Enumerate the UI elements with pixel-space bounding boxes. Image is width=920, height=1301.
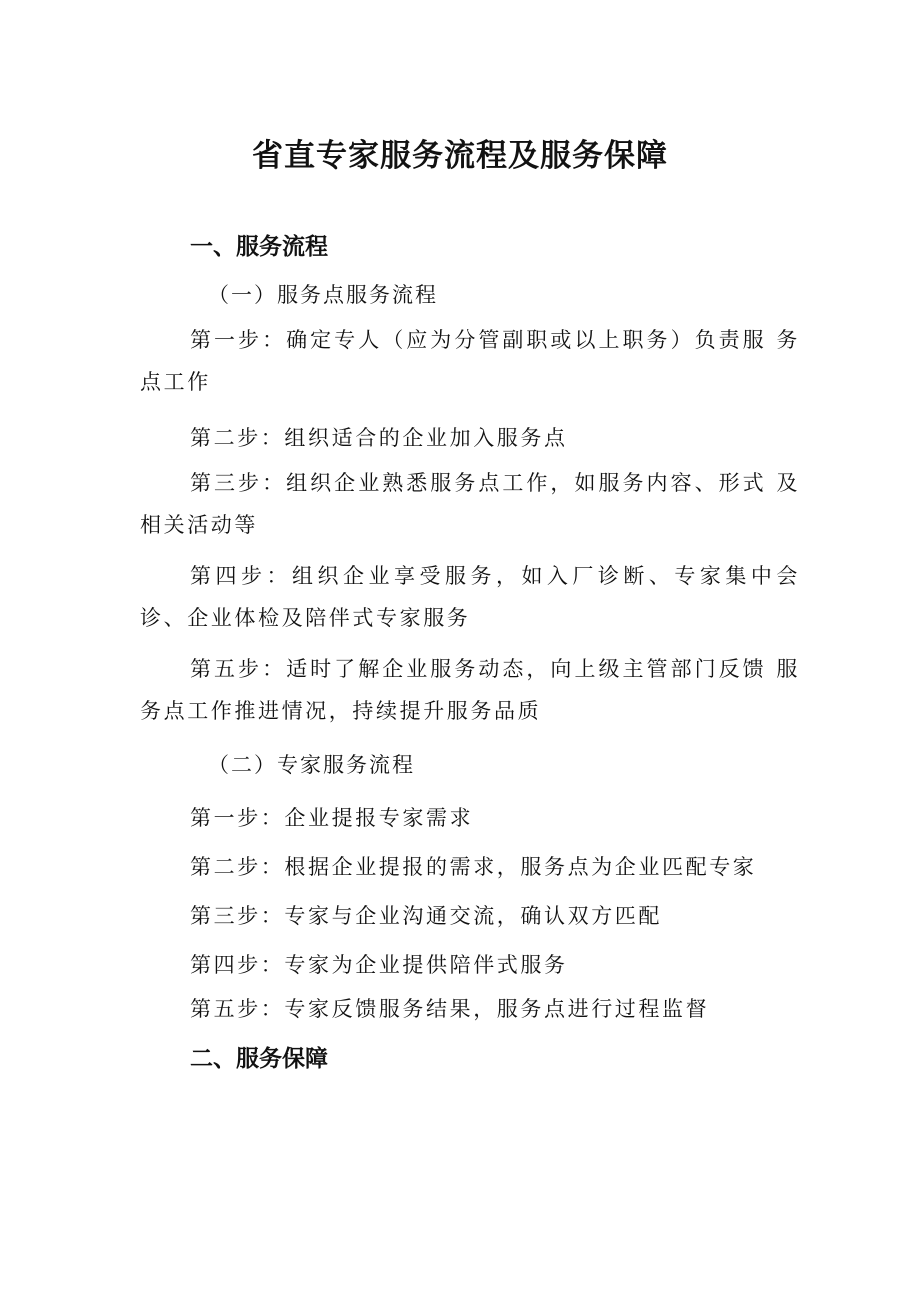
service-point-step-2: 第二步：组织适合的企业加入服务点 <box>190 426 568 450</box>
service-point-step-5: 第五步：适时了解企业服务动态，向上级主管部门反馈 服务点工作推进情况，持续提升服务品质 <box>140 657 800 723</box>
expert-step-5: 第五步：专家反馈服务结果，服务点进行过程监督 <box>190 997 710 1021</box>
service-point-step-1: 第一步：确定专人（应为分管副职或以上职务）负责服 务点工作 <box>140 328 800 394</box>
document-title: 省直专家服务流程及服务保障 <box>252 138 668 174</box>
expert-step-1: 第一步：企业提报专家需求 <box>190 806 474 830</box>
expert-step-3: 第三步：专家与企业沟通交流，确认双方匹配 <box>190 904 662 928</box>
service-point-step-4: 第四步：组织企业享受服务，如入厂诊断、专家集中会 诊、企业体检及陪伴式专家服务 <box>140 564 800 630</box>
expert-step-2: 第二步：根据企业提报的需求，服务点为企业匹配专家 <box>190 855 757 879</box>
subsection-heading-expert: （二）专家服务流程 <box>208 753 415 777</box>
service-point-step-3: 第三步：组织企业熟悉服务点工作，如服务内容、形式 及相关活动等 <box>140 471 800 537</box>
subsection-heading-service-point: （一）服务点服务流程 <box>208 283 438 307</box>
section-heading-service-process: 一、服务流程 <box>190 234 328 260</box>
expert-step-4: 第四步：专家为企业提供陪伴式服务 <box>190 953 568 977</box>
section-heading-service-guarantee: 二、服务保障 <box>190 1046 328 1072</box>
